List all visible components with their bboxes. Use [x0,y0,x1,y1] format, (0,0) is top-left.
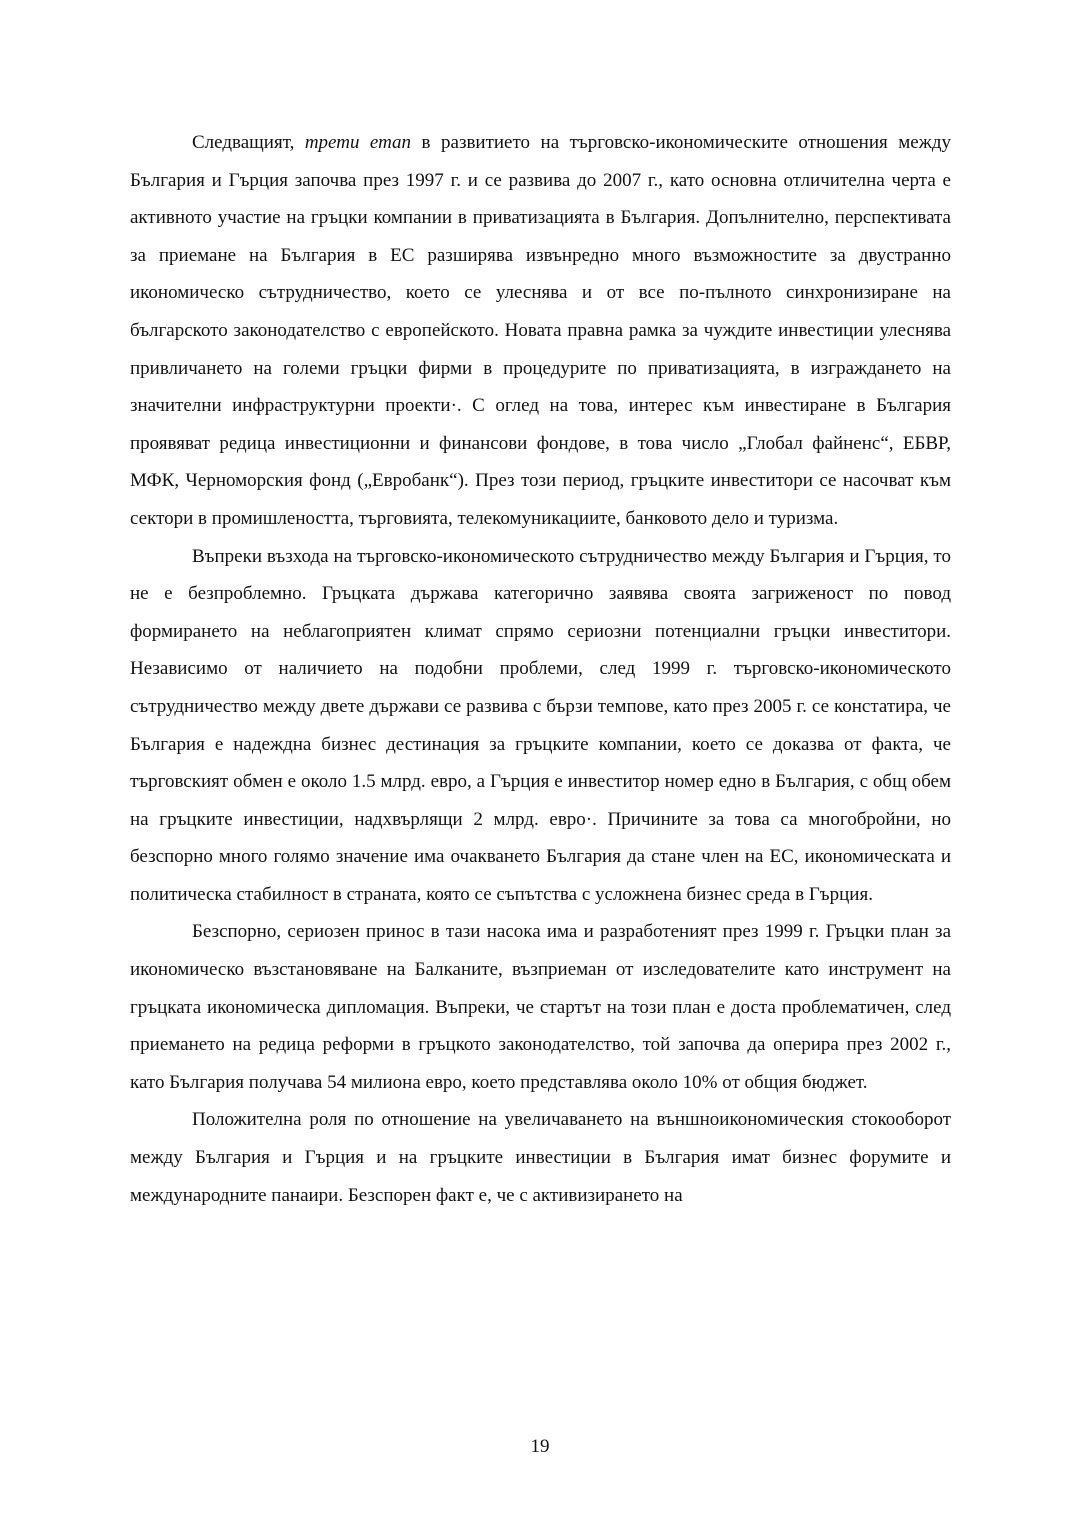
page-body [130,124,951,1214]
paragraph-1-emphasis: трети етап [304,132,412,153]
paragraph-business-forums: Положителна роля по отношение на увеличаването на външноикономическия стокооборот между България и Гърция и на гръцките инвестиции в България имат бизнес форумите и международните панаири. Безспорен факт е, че с активизирането на [130,1109,951,1206]
paragraph-1-lead: Следващият, [192,132,305,153]
page-number: 19 [530,1436,550,1457]
paragraph-third-stage [130,124,951,538]
paragraph-balkans-plan: Безспорно, сериозен принос в тази насока има и разработеният през 1999 г. Гръцки план за икономическо възстановяване на Балканите, възприеман от изследователите като инструмент на гръцката икономическа дипломация. Въпреки, че стартът на този план е доста проблематичен, след приемането на редица реформи в гръцкото законодателство, той започва да оперира през 2002 г., като България получава 54 милиона евро, което представлява около 10% от общия бюджет. [130,921,951,1093]
paragraph-cooperation-problems: Въпреки възхода на търговско-икономическото сътрудничество между България и Гърция, то не е безпроблемно. Гръцката държава категорично заявява своята загриженост по повод формирането на неблагоприятен климат спрямо сериозни потенциални гръцки инвеститори. Независимо от наличието на подобни проблеми, след 1999 г. търговско-икономическото сътрудничество между двете държави се развива с бързи темпове, като през 2005 г. се констатира, че България е надеждна бизнес дестинация за гръцките компании, което се доказва от факта, че търговският обмен е около 1.5 млрд. евро, а Гърция е инвеститор номер едно в България, с общ обем на гръцките инвестиции, надхвърлящи 2 млрд. евро·. Причините за това са многобройни, но безспорно много голямо значение има очакването България да стане член на ЕС, икономическата и политическа стабилност в страната, която се съпътства с усложнена бизнес среда в Гърция. [130,545,951,905]
paragraph-1-rest: в развитието на търговско-икономическите отношения между България и Гърция започва през 1997 г. и се развива до 2007 г., като основна отличителна черта е активното участие на гръцки компании в приватизацията в България. Допълнително, перспективата за приемане на България в ЕС разширява извънредно много възможностите за двустранно икономическо сътрудничество, което се улеснява и от все по-пълното синхронизиране на българското законодателство с европейското. Новата правна рамка за чуждите инвестиции улеснява привличането на големи гръцки фирми в процедурите по приватизацията, в изграждането на значителни инфраструктурни проекти·. С оглед на това, интерес към инвестиране в България проявяват редица инвестиционни и финансови фондове, в това число „Глобал файненс“, ЕБВР, МФК, Черноморския фонд („Евробанк“). През този период, гръцките инвеститори се насочват към сектори в промишлеността, търговията, телекомуникациите, банковото дело и туризма. [130,132,951,529]
